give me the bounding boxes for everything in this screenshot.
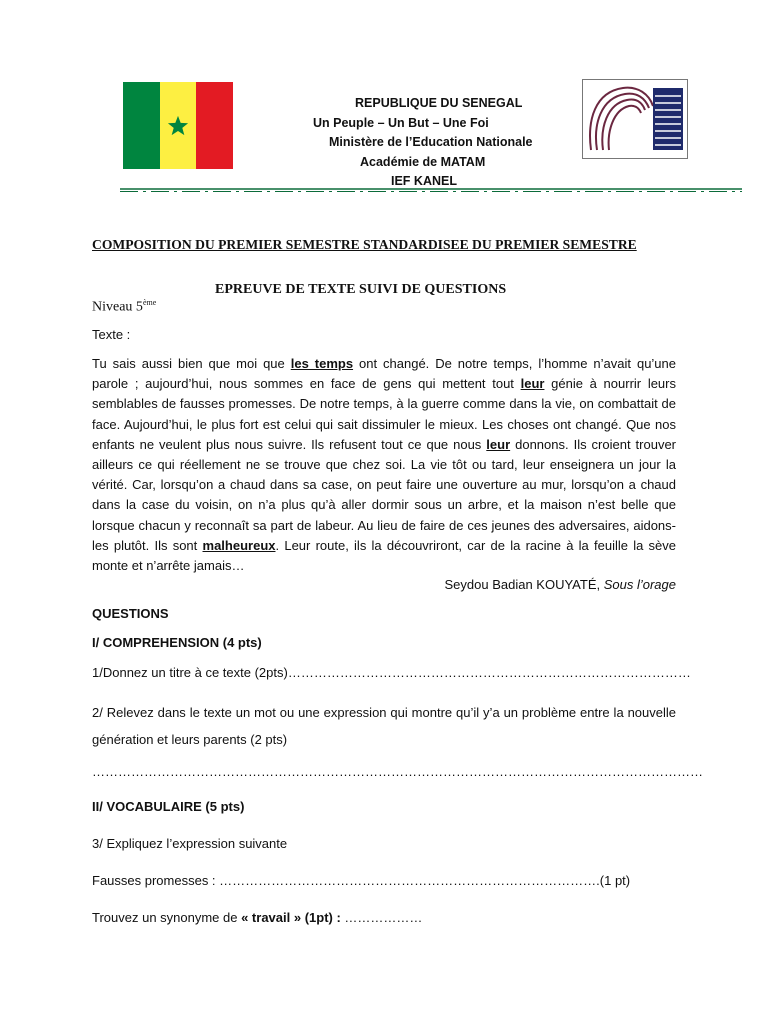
ministry-logo <box>582 79 688 159</box>
republic-line: REPUBLIQUE DU SENEGAL <box>355 96 523 110</box>
question-2: 2/ Relevez dans le texte un mot ou une expression qui montre qu’il y’a un problème entre la nouvelle génération et leurs parents (2 pts) <box>92 705 676 747</box>
question-2-answer-line: …………………………………………………………………………………………………………………………… <box>92 764 703 779</box>
question-3: 3/ Expliquez l’expression suivante <box>92 836 288 851</box>
question-4-prefix: Trouvez un synonyme de <box>92 910 242 925</box>
passage-underlined-3: leur <box>486 436 511 452</box>
decorative-divider <box>120 187 742 193</box>
ministry-line: Ministère de l’Education Nationale <box>329 135 533 149</box>
niveau-text: Niveau 5 <box>92 299 143 315</box>
question-4-dots: ……………… <box>340 910 423 925</box>
motto-line: Un Peuple – Un But – Une Foi <box>313 115 489 130</box>
star-icon <box>167 115 189 137</box>
epreuve-title: EPREUVE DE TEXTE SUIVI DE QUESTIONS <box>215 282 507 297</box>
flag-green-band <box>123 82 160 169</box>
vocabulaire-heading: II/ VOCABULAIRE (5 pts) <box>92 799 245 814</box>
senegal-flag <box>123 82 233 169</box>
passage-underlined-1: les temps <box>290 356 354 371</box>
work-title: Sous l’orage <box>603 577 676 592</box>
question-3-line: Fausses promesses : …………………………………………………………………………….(1 pt) <box>92 873 631 888</box>
passage-part-2: ont changé. De notre temps, l’homme n’avait qu’une parole ; aujourd’hui, nous sommes en face de gens qui mettent tout <box>92 356 676 392</box>
institution-header <box>300 94 570 192</box>
flag-yellow-band <box>160 82 197 169</box>
question-1: 1/Donnez un titre à ce texte (2pts)………………………………………………………………………………… <box>92 665 691 680</box>
passage-underlined-4: malheureux <box>202 537 276 553</box>
author-name: Seydou Badian KOUYATÉ, <box>444 577 604 592</box>
passage-author <box>445 577 677 592</box>
questions-heading: QUESTIONS <box>92 606 169 621</box>
head-profile-icon <box>583 80 687 158</box>
academy-line: Académie de MATAM <box>360 154 486 169</box>
niveau-label <box>92 298 156 316</box>
texte-label: Texte : <box>92 327 131 342</box>
flag-red-band <box>196 82 233 169</box>
question-4-keyword: « travail » (1pt) : <box>241 910 341 925</box>
comprehension-heading: I/ COMPREHENSION (4 pts) <box>92 635 262 650</box>
passage-part-4: donnons. Ils croient trouver ailleurs ce qui réellement ne se trouve que chez soi. La vie tôt ou tard, leur enseignera un jour la vérité. Car, lorsqu’on a chaud dans sa case, on peut faire une ouverture au mur, lorsqu’on a chaud dans la case du voisin, on n’a plus qu’à aller dormir sous un arbre, et la maison n’est belle que lorsque chacun y reconnaît sa part de labeur. Au lieu de faire de ces jeunes des adversaires, aidons-les plutôt. Ils sont <box>92 436 676 553</box>
reading-passage <box>92 354 676 576</box>
passage-underlined-2: leur <box>520 376 545 392</box>
passage-part-3: génie à nourrir leurs semblables de fausses promesses. De notre temps, à la guerre comme dans la vie, on combattait de face. Aujourd’hui, le plus fort est celui qui sait dissimuler le mieux. Les choses ont changé. Que nos enfants ne veulent plus nous suivre. Ils refusent tout ce que nous <box>92 376 676 452</box>
passage-part-5: . Leur route, ils la découvriront, car de la racine à la feuille la sève monte et n’arrête jamais… <box>92 537 677 574</box>
passage-part-1: Tu sais aussi bien que moi que <box>92 356 291 371</box>
niveau-superscript: ème <box>142 298 157 307</box>
composition-title: COMPOSITION DU PREMIER SEMESTRE STANDARDISEE DU PREMIER SEMESTRE <box>92 237 637 252</box>
ief-line: IEF KANEL <box>391 174 457 188</box>
question-4 <box>92 910 422 925</box>
